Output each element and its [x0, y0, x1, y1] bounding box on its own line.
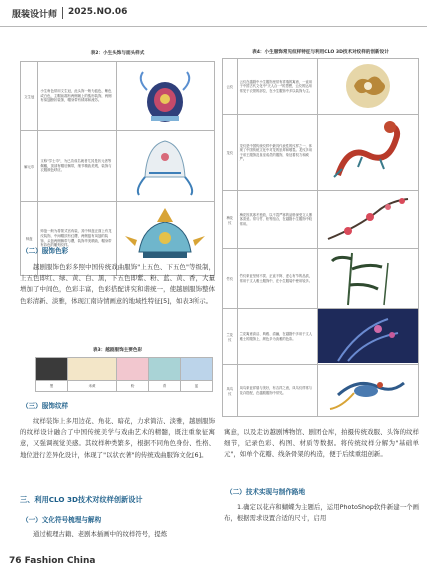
table4-caption: 表4：小生服饰常见纹样特征与利用CLO 3D技术对纹样的创新设计 — [252, 50, 389, 55]
pattern-paragraph: 纹样装饰上多用边花、角花、暗花，力求简洁、淡雅，越剧服饰的纹样设计融合了中国传统美学与戏曲艺术的精髓，既注重象征寓意，又强调视觉美感。其纹样种类繁多，根据不同角色身份、性格、地位进行差异化设计，体现了"以状衣著"的传统戏曲服饰文化[6]。 — [20, 417, 215, 459]
table3-caption: 表3：越剧服饰主要色彩 — [92, 348, 143, 353]
table2-caption: 表2：小生头饰与面头样式 — [90, 51, 145, 56]
table4-desc-cell: 凤鸟象征祥瑞与美好，有吉祥之意，凤鸟纹样常与花卉搭配，在越剧服饰中常见。 — [237, 365, 317, 417]
phoenix-bird-pattern-image — [318, 365, 419, 417]
table4 — [222, 58, 419, 417]
orchid-pattern-image — [318, 309, 419, 365]
table-row — [36, 358, 213, 381]
headdress-image-wensheng — [116, 62, 214, 131]
table-row — [223, 309, 419, 365]
table2-desc-cell: 帅盔一般为将领式官戏装，其中帅盔正面上有龙纹装饰，中间帽顶有红缨，两侧翅有凤翅的装饰，头盔两侧飘带与缨，装饰华美精致，帽身带有彩色的雕刻纹样。 — [38, 202, 117, 276]
table-row — [223, 191, 419, 249]
table3-color-table — [35, 357, 213, 392]
section-heading-pattern: （三）服饰纹样 — [22, 402, 69, 410]
table4-name-cell: 兰花纹 — [223, 309, 238, 365]
table2-name-cell: 解元巾 — [21, 131, 38, 202]
table4-desc-cell: 梅花因其寒冬独放，以不畏严寒的品格深受文人墨客喜爱。常与竹、松等组合，在越剧小生服饰中较常用。 — [237, 191, 317, 249]
table-row — [21, 131, 215, 202]
table2 — [20, 61, 215, 276]
color-name: 米黄 — [67, 381, 116, 392]
table4-name-cell: 竹纹 — [223, 249, 238, 309]
color-swatch — [149, 358, 181, 381]
cloud-pattern-image — [318, 59, 419, 115]
color-name: 蓝 — [181, 381, 213, 392]
section-heading-cultural-symbols: （一）文化符号梳理与解构 — [22, 516, 102, 524]
headdress-image-jieyuan — [116, 131, 214, 202]
dragon-pattern-image — [318, 115, 419, 191]
table2-desc-cell: 小生角色常用文生冠，此头饰一般为蓝色、紫色或白色，主帽前端有两侧朝上的弧形装饰，两侧有似翅膀状装饰，帽身带有绒球和流苏。 — [38, 62, 117, 131]
header-divider — [62, 7, 63, 19]
table-row — [223, 115, 419, 191]
section-heading-clo3d: 三、利用CLO 3D技术对纹样创新设计 — [20, 495, 143, 504]
color-swatch — [36, 358, 68, 381]
page-footer: 76 Fashion China — [9, 556, 96, 566]
right-paragraph-2: 1.确定以花卉和蝴蝶为主题后，运用PhotoShop软件新建一个画布，根据需求设置合适的尺寸，启用 — [224, 503, 419, 523]
table4-desc-cell: 竹纹象征坚韧不拔、正直不阿、虚心有节的品质，常用于文人雅士服饰中，在小生服装中使用较多。 — [237, 249, 317, 309]
table4-desc-cell: 龙纹是中国传统纹样中最具代表性的纹样之一，体现了中国传统文化中对龙的崇拜和敬畏。龙纹多用于帝王服饰及皇室成员的服饰，象征着权力和威严。 — [237, 115, 317, 191]
table4-name-cell: 梅花纹 — [223, 191, 238, 249]
table4-desc-cell: 云纹在越剧中小生服饰里常有祥瑞的寓意，一直用于中国古代文化中"天人合一"的思想，云纹的运用常见于衣领的部位，在小生服饰中多以装饰为主。 — [237, 59, 317, 115]
bamboo-pattern-image — [318, 249, 419, 309]
table-row — [223, 365, 419, 417]
color-name: 青 — [149, 381, 181, 392]
color-swatch — [181, 358, 213, 381]
color-name: 黑 — [36, 381, 68, 392]
table4-name-cell: 凤鸟纹 — [223, 365, 238, 417]
plum-blossom-pattern-image — [318, 191, 419, 249]
page-header — [0, 0, 427, 27]
table-row — [223, 59, 419, 115]
color-swatch — [117, 358, 149, 381]
color-swatch — [67, 358, 116, 381]
table4-name-cell: 龙纹 — [223, 115, 238, 191]
table4-desc-cell: 兰花寓意高洁、典雅、清幽，在越剧中多用于文人雅士的服饰上，颜色多为淡雅的色彩。 — [237, 309, 317, 365]
section-heading-color: （二）服饰色彩 — [22, 247, 69, 255]
right-paragraph-1: 寓意，以及走访越剧博物馆、剧团仓库，拍摄传统戏服、头饰的纹样细节，记录色彩、构图、材质等数据。将传统纹样分解为"基础单元"，如单个花瓣、线条骨架的构造，便于后续重组创新。 — [224, 428, 419, 459]
magazine-name: 服装设计师 — [12, 10, 58, 20]
table2-name-cell: 文生冠 — [21, 62, 38, 131]
table-row — [223, 249, 419, 309]
table-row — [36, 381, 213, 392]
color-name: 粉 — [117, 381, 149, 392]
sub1-paragraph: 通过梳理古籍、老剧本插画中的纹样符号，提炼 — [33, 530, 168, 538]
table4-name-cell: 云纹 — [223, 59, 238, 115]
table2-name-cell: 帅盔 — [21, 202, 38, 276]
section-heading-technical: （二）技术实现与制作路地 — [226, 488, 306, 496]
table-row — [21, 62, 215, 131]
color-paragraph: 越剧服饰色彩多照中国传统戏曲服饰"上五色、下五色"等级制，上五色即红、绿、黄、白、黑，下五色即紫、粉、蓝、黄、香，大量增加了中间色，色彩丰富，色彩搭配讲究和谐统一，使越剧服饰整体色彩清新、淡雅，体现江南诗情画意的地域性特征[5]，如表3所示。 — [20, 263, 215, 305]
issue-number: 2025.NO.06 — [68, 7, 128, 17]
table2-desc-cell: 又称"学士巾"，为已功成名就者尤其是状元者等佩戴，顶部有帽后飘带，细节精致美观，装饰与衣服颜色呼应。 — [38, 131, 117, 202]
